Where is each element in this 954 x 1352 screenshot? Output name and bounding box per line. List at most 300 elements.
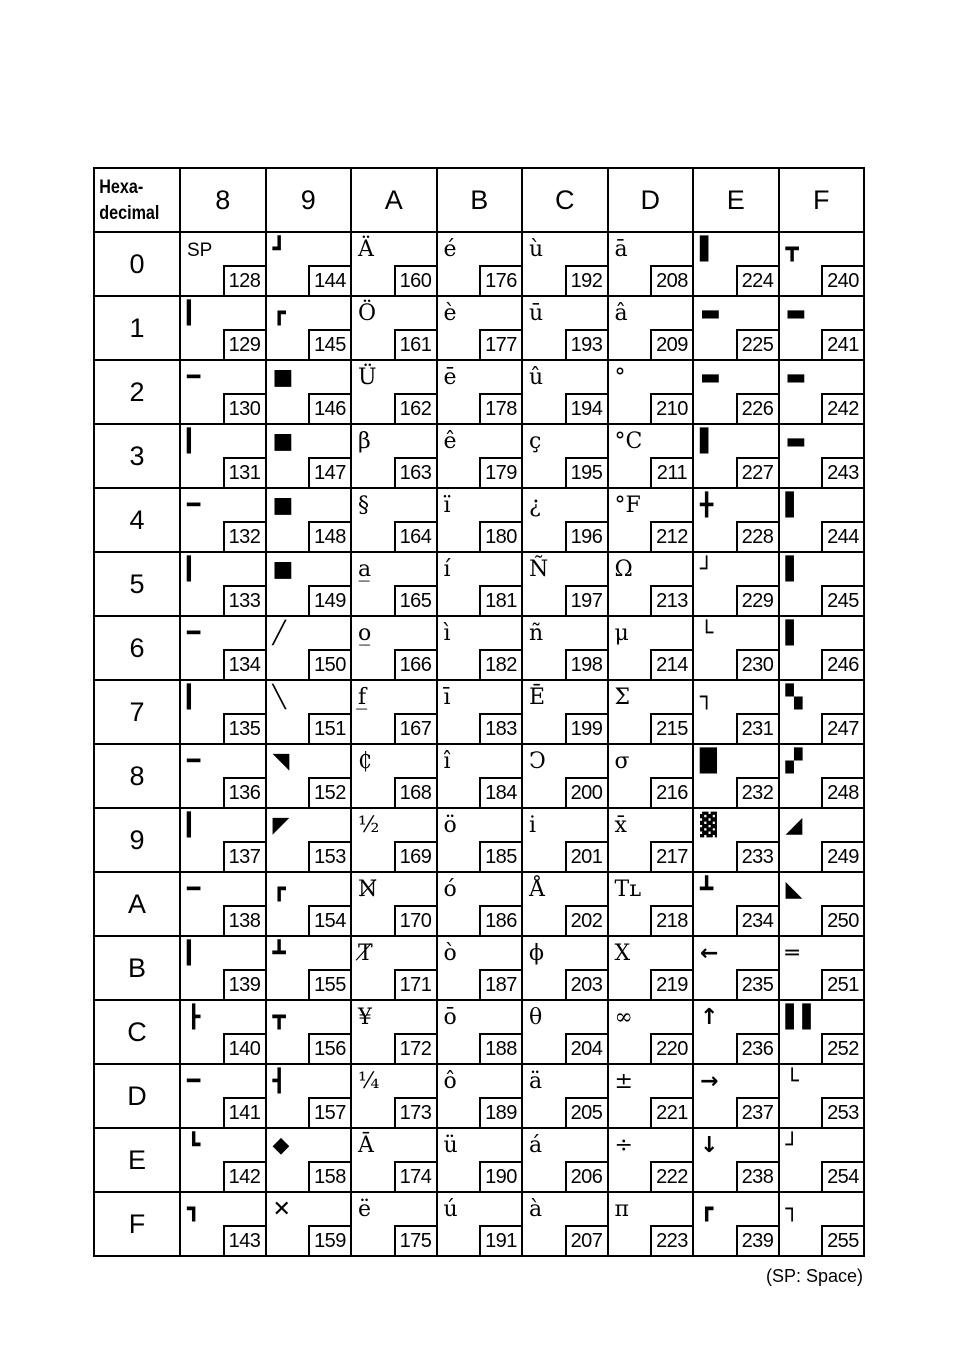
row-header: D [94, 1064, 180, 1128]
character-glyph: T̸ [358, 941, 373, 966]
character-cell [693, 296, 779, 360]
character-cell [266, 744, 352, 808]
character-cell [266, 808, 352, 872]
character-cell [266, 616, 352, 680]
character-glyph: ┫ [272, 1069, 286, 1094]
decimal-code: 160 [394, 265, 436, 295]
decimal-code: 252 [821, 1033, 863, 1063]
character-glyph: ▬ [785, 301, 807, 326]
decimal-code: 226 [736, 393, 778, 423]
character-cell [437, 872, 523, 936]
table-row [94, 424, 864, 488]
character-glyph: è [443, 301, 457, 326]
character-cell [437, 296, 523, 360]
character-cell [522, 1192, 608, 1256]
character-glyph: ◢ [785, 813, 803, 838]
row-header: 6 [94, 616, 180, 680]
character-cell [180, 936, 266, 1000]
character-glyph: ÷ [614, 1133, 633, 1158]
character-glyph: ú [443, 1197, 458, 1222]
character-cell [779, 488, 865, 552]
decimal-code: 243 [821, 457, 863, 487]
character-glyph: ▌ [785, 557, 803, 582]
character-cell [437, 616, 523, 680]
character-glyph: û [529, 365, 544, 390]
character-glyph: ┐ [700, 685, 714, 710]
character-glyph: ¼ [358, 1069, 380, 1094]
character-cell [522, 424, 608, 488]
decimal-code: 165 [394, 585, 436, 615]
character-glyph: ò [443, 941, 457, 966]
character-cell [608, 808, 694, 872]
character-glyph: ī [443, 685, 451, 710]
character-glyph: ▌ [700, 237, 717, 262]
decimal-code: 146 [308, 393, 350, 423]
character-cell [608, 232, 694, 296]
character-code-table [93, 167, 865, 1257]
character-cell [266, 680, 352, 744]
character-cell [693, 232, 779, 296]
character-glyph: θ [529, 1005, 543, 1030]
character-cell [608, 680, 694, 744]
character-cell [779, 1192, 865, 1256]
decimal-code: 199 [565, 713, 607, 743]
decimal-code: 229 [736, 585, 778, 615]
character-glyph: ä [529, 1069, 543, 1094]
character-cell [180, 744, 266, 808]
row-header: C [94, 1000, 180, 1064]
character-glyph: x̄ [614, 813, 627, 838]
decimal-code: 171 [394, 969, 436, 999]
decimal-code: 149 [308, 585, 350, 615]
character-glyph: ◣ [785, 877, 803, 902]
decimal-code: 182 [479, 649, 521, 679]
character-cell [608, 744, 694, 808]
decimal-code: 211 [650, 457, 692, 487]
decimal-code: 212 [650, 521, 692, 551]
character-cell [266, 232, 352, 296]
decimal-code: 246 [821, 649, 863, 679]
character-cell [180, 872, 266, 936]
character-cell [608, 616, 694, 680]
character-cell [779, 872, 865, 936]
character-glyph: ╱ [272, 621, 286, 646]
table-row [94, 1064, 864, 1128]
character-cell [608, 552, 694, 616]
character-glyph: ━ [187, 877, 201, 902]
character-cell [266, 936, 352, 1000]
decimal-code: 172 [394, 1033, 436, 1063]
character-cell [693, 1128, 779, 1192]
character-glyph: ◥ [272, 749, 290, 774]
column-header-8: 8 [180, 168, 266, 232]
character-cell [693, 616, 779, 680]
character-glyph: ° [614, 365, 626, 390]
character-cell [180, 1128, 266, 1192]
character-cell [522, 1128, 608, 1192]
column-header-f: F [779, 168, 865, 232]
decimal-code: 191 [479, 1225, 521, 1255]
decimal-code: 248 [821, 777, 863, 807]
decimal-code: 205 [565, 1097, 607, 1127]
decimal-code: 231 [736, 713, 778, 743]
decimal-code: 215 [650, 713, 692, 743]
character-cell [779, 424, 865, 488]
character-cell [266, 1192, 352, 1256]
character-glyph: ¥ [358, 1005, 372, 1030]
column-header-a: A [351, 168, 437, 232]
character-glyph: ↑ [700, 1005, 719, 1030]
character-cell [693, 808, 779, 872]
character-glyph: X [614, 941, 631, 966]
decimal-code: 140 [223, 1033, 265, 1063]
character-cell [351, 1000, 437, 1064]
character-glyph: ← [700, 941, 719, 966]
decimal-code: 230 [736, 649, 778, 679]
decimal-code: 234 [736, 905, 778, 935]
table-row [94, 872, 864, 936]
character-glyph: → [700, 1069, 719, 1094]
character-glyph: ━ [187, 621, 201, 646]
character-glyph: Ω [614, 557, 633, 582]
character-glyph: ê [443, 429, 457, 454]
decimal-code: 139 [223, 969, 265, 999]
character-glyph: ━ [187, 493, 201, 518]
character-cell [608, 936, 694, 1000]
character-glyph: ┘ [700, 557, 714, 582]
character-cell [693, 872, 779, 936]
character-cell [608, 1000, 694, 1064]
character-glyph: ■ [272, 429, 294, 454]
character-cell [693, 552, 779, 616]
character-glyph: ē [443, 365, 457, 390]
character-glyph: π [614, 1197, 629, 1222]
character-cell [266, 424, 352, 488]
decimal-code: 197 [565, 585, 607, 615]
character-glyph: ▬ [785, 365, 807, 390]
decimal-code: 245 [821, 585, 863, 615]
character-cell [351, 872, 437, 936]
row-header: 5 [94, 552, 180, 616]
character-cell [608, 488, 694, 552]
decimal-code: 133 [223, 585, 265, 615]
decimal-code: 200 [565, 777, 607, 807]
decimal-code: 141 [223, 1097, 265, 1127]
character-cell [779, 296, 865, 360]
decimal-code: 227 [736, 457, 778, 487]
character-cell [266, 552, 352, 616]
character-cell [351, 936, 437, 1000]
decimal-code: 184 [479, 777, 521, 807]
column-header-d: D [608, 168, 694, 232]
decimal-code: 249 [821, 841, 863, 871]
decimal-code: 147 [308, 457, 350, 487]
character-glyph: Σ [614, 685, 631, 710]
decimal-code: 168 [394, 777, 436, 807]
decimal-code: 237 [736, 1097, 778, 1127]
character-glyph: ö [443, 813, 457, 838]
decimal-code: 164 [394, 521, 436, 551]
decimal-code: 148 [308, 521, 350, 551]
character-cell [437, 1000, 523, 1064]
character-cell [437, 680, 523, 744]
character-cell [437, 1192, 523, 1256]
decimal-code: 183 [479, 713, 521, 743]
decimal-code: 240 [821, 265, 863, 295]
character-glyph: ¿ [529, 493, 541, 518]
character-glyph: ◤ [272, 813, 290, 838]
character-glyph: ↓ [700, 1133, 719, 1158]
decimal-code: 223 [650, 1225, 692, 1255]
character-glyph: ▎ [187, 685, 204, 710]
decimal-code: 242 [821, 393, 863, 423]
character-cell [351, 1192, 437, 1256]
character-cell [180, 1192, 266, 1256]
character-cell [693, 1192, 779, 1256]
character-glyph: § [358, 493, 369, 518]
row-header: 2 [94, 360, 180, 424]
decimal-code: 167 [394, 713, 436, 743]
character-cell [522, 744, 608, 808]
character-cell [779, 616, 865, 680]
character-cell [180, 424, 266, 488]
decimal-code: 203 [565, 969, 607, 999]
corner-label-line1: Hexa- [99, 177, 144, 198]
character-glyph: ┘ [785, 1133, 799, 1158]
decimal-code: 189 [479, 1097, 521, 1127]
character-glyph: ▎ [187, 557, 204, 582]
decimal-code: 254 [821, 1161, 863, 1191]
decimal-code: 208 [650, 265, 692, 295]
corner-header [94, 168, 180, 232]
table-row [94, 1128, 864, 1192]
column-header-c: C [522, 168, 608, 232]
character-glyph: ▎ [187, 941, 204, 966]
character-glyph: ╋ [700, 493, 714, 518]
character-cell [180, 552, 266, 616]
character-glyph: █ [700, 749, 717, 774]
decimal-code: 185 [479, 841, 521, 871]
table-row [94, 1000, 864, 1064]
character-cell [437, 488, 523, 552]
character-glyph: Ↄ [529, 749, 546, 774]
character-cell [522, 872, 608, 936]
character-glyph: ½ [358, 813, 380, 838]
decimal-code: 239 [736, 1225, 778, 1255]
character-glyph: Ā [358, 1133, 374, 1158]
character-glyph: à [529, 1197, 543, 1222]
decimal-code: 232 [736, 777, 778, 807]
decimal-code: 173 [394, 1097, 436, 1127]
decimal-code: 201 [565, 841, 607, 871]
character-cell [266, 1064, 352, 1128]
character-glyph: ë [358, 1197, 372, 1222]
decimal-code: 138 [223, 905, 265, 935]
character-cell [351, 1064, 437, 1128]
decimal-code: 214 [650, 649, 692, 679]
character-glyph: ▌ [785, 621, 803, 646]
character-cell [522, 1064, 608, 1128]
decimal-code: 251 [821, 969, 863, 999]
character-glyph: a̲ [358, 557, 372, 582]
character-cell [180, 232, 266, 296]
character-glyph: é [443, 237, 457, 262]
character-cell [437, 744, 523, 808]
decimal-code: 222 [650, 1161, 692, 1191]
character-glyph: └ [700, 621, 714, 646]
decimal-code: 135 [223, 713, 265, 743]
decimal-code: 210 [650, 393, 692, 423]
decimal-code: 161 [394, 329, 436, 359]
decimal-code: 163 [394, 457, 436, 487]
decimal-code: 153 [308, 841, 350, 871]
character-cell [522, 616, 608, 680]
decimal-code: 253 [821, 1097, 863, 1127]
table-row [94, 232, 864, 296]
character-glyph: ù [529, 237, 544, 262]
character-cell [779, 808, 865, 872]
decimal-code: 247 [821, 713, 863, 743]
character-cell [351, 360, 437, 424]
decimal-code: 225 [736, 329, 778, 359]
decimal-code: 188 [479, 1033, 521, 1063]
character-cell [693, 360, 779, 424]
character-glyph: ┻ [700, 877, 714, 902]
character-cell [437, 232, 523, 296]
table-row [94, 680, 864, 744]
character-glyph: ó [443, 877, 457, 902]
character-cell [693, 936, 779, 1000]
decimal-code: 130 [223, 393, 265, 423]
column-header-b: B [437, 168, 523, 232]
row-header: 9 [94, 808, 180, 872]
character-glyph: ō [443, 1005, 457, 1030]
decimal-code: 178 [479, 393, 521, 423]
character-cell [608, 1128, 694, 1192]
character-cell [522, 680, 608, 744]
character-glyph: ■ [272, 365, 294, 390]
row-header: B [94, 936, 180, 1000]
character-glyph: ç [529, 429, 542, 454]
character-glyph: ┏ [272, 877, 286, 902]
character-cell [180, 808, 266, 872]
character-cell [522, 552, 608, 616]
character-cell [351, 680, 437, 744]
decimal-code: 206 [565, 1161, 607, 1191]
character-cell [693, 488, 779, 552]
character-glyph: ▌▌ [785, 1005, 820, 1030]
character-glyph: σ [614, 749, 630, 774]
decimal-code: 154 [308, 905, 350, 935]
character-cell [608, 296, 694, 360]
decimal-code: 176 [479, 265, 521, 295]
decimal-code: 144 [308, 265, 350, 295]
decimal-code: 156 [308, 1033, 350, 1063]
character-glyph: ┻ [272, 941, 286, 966]
decimal-code: 157 [308, 1097, 350, 1127]
character-cell [693, 1064, 779, 1128]
decimal-code: 136 [223, 777, 265, 807]
character-cell [779, 360, 865, 424]
character-glyph: í [443, 557, 451, 582]
decimal-code: 131 [223, 457, 265, 487]
character-glyph: SP [187, 240, 213, 261]
character-cell [180, 616, 266, 680]
row-header: F [94, 1192, 180, 1256]
character-glyph: ┐ [785, 1197, 799, 1222]
character-cell [779, 232, 865, 296]
character-glyph: Ē [529, 685, 546, 710]
decimal-code: 202 [565, 905, 607, 935]
decimal-code: 137 [223, 841, 265, 871]
character-cell [779, 680, 865, 744]
corner-label-line2: decimal [99, 203, 160, 224]
character-glyph: ┣ [187, 1005, 201, 1030]
character-cell [779, 552, 865, 616]
decimal-code: 213 [650, 585, 692, 615]
table-row [94, 744, 864, 808]
character-glyph: Ñ [529, 557, 549, 582]
character-glyph: ✕ [272, 1197, 291, 1222]
character-cell [180, 488, 266, 552]
decimal-code: 150 [308, 649, 350, 679]
character-glyph: ū [529, 301, 544, 326]
decimal-code: 204 [565, 1033, 607, 1063]
character-glyph: ▎ [187, 301, 204, 326]
decimal-code: 162 [394, 393, 436, 423]
character-glyph: °C [614, 429, 643, 454]
character-cell [779, 936, 865, 1000]
decimal-code: 159 [308, 1225, 350, 1255]
character-cell [266, 360, 352, 424]
decimal-code: 134 [223, 649, 265, 679]
table-row [94, 552, 864, 616]
decimal-code: 193 [565, 329, 607, 359]
character-glyph: ∞ [614, 1005, 633, 1030]
character-cell [180, 680, 266, 744]
character-cell [608, 872, 694, 936]
character-cell [266, 872, 352, 936]
character-cell [522, 1000, 608, 1064]
decimal-code: 219 [650, 969, 692, 999]
decimal-code: 166 [394, 649, 436, 679]
character-cell [351, 552, 437, 616]
header-row [94, 168, 864, 232]
character-cell [180, 1064, 266, 1128]
decimal-code: 233 [736, 841, 778, 871]
character-glyph: i [529, 813, 537, 838]
character-glyph: ϕ [529, 941, 544, 966]
table-row [94, 360, 864, 424]
table-row [94, 1192, 864, 1256]
row-header: 3 [94, 424, 180, 488]
table-row [94, 488, 864, 552]
character-cell [180, 1000, 266, 1064]
character-cell [522, 488, 608, 552]
decimal-code: 207 [565, 1225, 607, 1255]
character-glyph: f̲ [358, 685, 367, 710]
decimal-code: 235 [736, 969, 778, 999]
table-row [94, 936, 864, 1000]
character-glyph: ▬ [700, 365, 721, 390]
character-glyph: ô [443, 1069, 457, 1094]
decimal-code: 158 [308, 1161, 350, 1191]
decimal-code: 241 [821, 329, 863, 359]
decimal-code: 192 [565, 265, 607, 295]
decimal-code: 152 [308, 777, 350, 807]
character-cell [608, 360, 694, 424]
table-row [94, 808, 864, 872]
